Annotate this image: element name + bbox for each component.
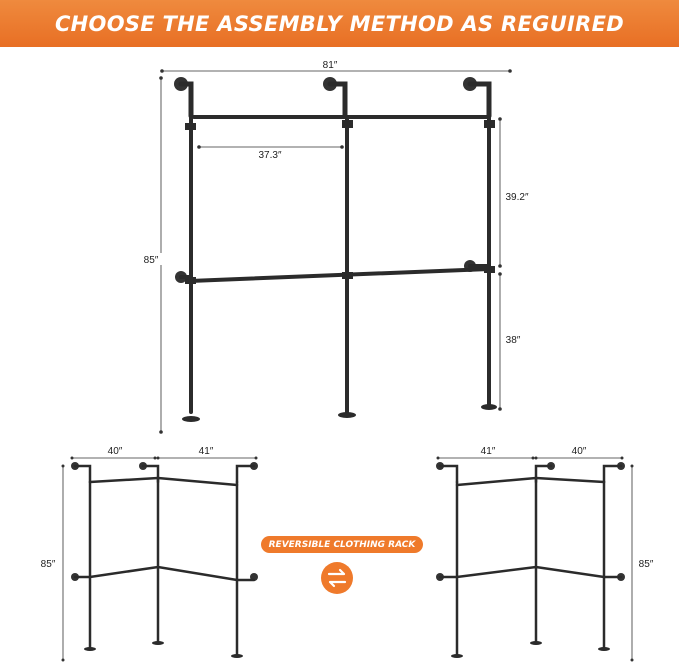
- main-rack: [174, 77, 497, 422]
- left-dim-height: 85″: [40, 559, 56, 570]
- dim-lower: 38″: [505, 335, 521, 346]
- dim-upper: 39.2″: [505, 192, 529, 203]
- left-dim-b: 41″: [198, 446, 214, 457]
- left-dim-a: 40″: [107, 446, 123, 457]
- reversible-badge: [261, 536, 423, 553]
- badge-label: REVERSIBLE CLOTHING RACK: [268, 539, 416, 550]
- right-dim-height: 85″: [638, 559, 654, 570]
- dim-section: 37.3″: [258, 150, 282, 161]
- right-dim-b: 40″: [571, 446, 587, 457]
- right-corner-rack: [436, 462, 625, 658]
- banner-title: CHOOSE THE ASSEMBLY METHOD AS REGUIRED: [54, 11, 625, 36]
- left-corner-rack: [71, 462, 258, 658]
- dim-height: 85″: [143, 255, 159, 266]
- dim-width: 81″: [322, 60, 338, 71]
- swap-arrows-icon: [321, 562, 353, 594]
- right-dim-a: 41″: [480, 446, 496, 457]
